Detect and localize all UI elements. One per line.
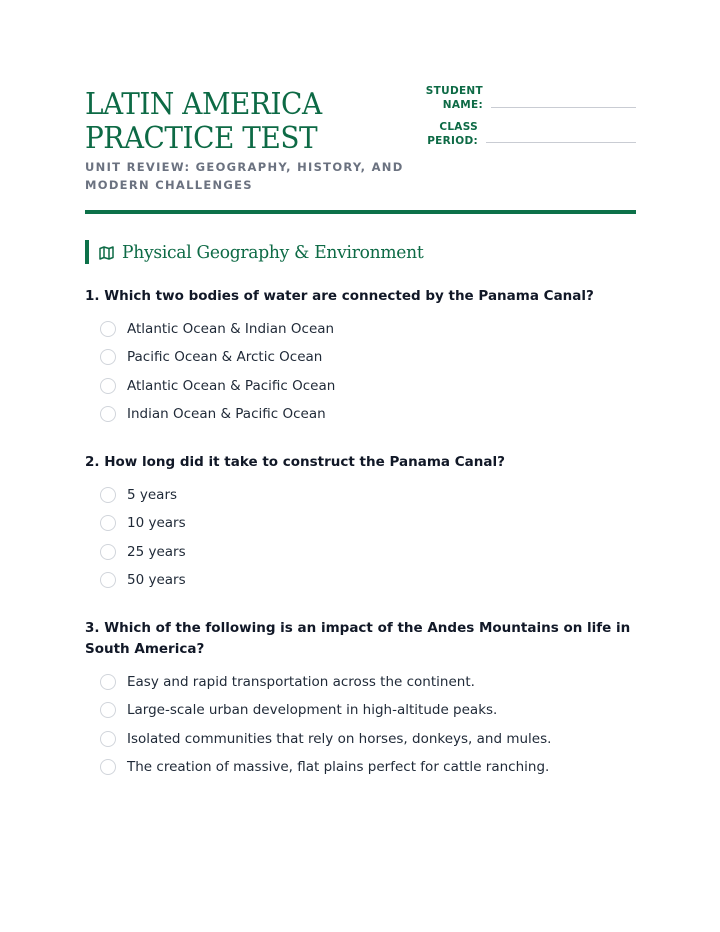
- test-page: [85, 84, 636, 776]
- answer-option[interactable]: [85, 753, 636, 781]
- answer-option[interactable]: [85, 372, 636, 400]
- answer-option[interactable]: [85, 725, 636, 753]
- answer-option[interactable]: [85, 668, 636, 696]
- question-2: [85, 452, 636, 594]
- answer-option[interactable]: [85, 566, 636, 594]
- test-header: [85, 84, 636, 214]
- radio-button[interactable]: [100, 321, 116, 337]
- radio-button[interactable]: [100, 378, 116, 394]
- option-label: The creation of massive, flat plains perfect for cattle ranching.: [127, 759, 550, 776]
- answer-option[interactable]: [85, 696, 636, 724]
- radio-button[interactable]: [100, 544, 116, 560]
- option-label: 10 years: [127, 515, 186, 532]
- answer-option[interactable]: [85, 343, 636, 371]
- question-1: [85, 286, 636, 428]
- student-name-input-line[interactable]: [491, 107, 636, 108]
- option-label: Pacific Ocean & Arctic Ocean: [127, 349, 323, 366]
- question-text: 3. Which of the following is an impact of the Andes Mountains on life in South America?: [85, 620, 631, 657]
- page-title: [85, 88, 364, 156]
- question-text: 1. Which two bodies of water are connected by the Panama Canal?: [85, 288, 594, 304]
- question-3: [85, 618, 636, 781]
- class-period-label-line-2: PERIOD:: [427, 135, 478, 147]
- option-label: Atlantic Ocean & Indian Ocean: [127, 321, 335, 338]
- title-line-2: PRACTICE TEST: [85, 121, 318, 156]
- radio-button[interactable]: [100, 487, 116, 503]
- answer-option[interactable]: [85, 538, 636, 566]
- radio-button[interactable]: [100, 349, 116, 365]
- radio-button[interactable]: [100, 731, 116, 747]
- radio-button[interactable]: [100, 406, 116, 422]
- answer-option[interactable]: [85, 509, 636, 537]
- radio-button[interactable]: [100, 702, 116, 718]
- answer-option[interactable]: [85, 400, 636, 428]
- option-label: Indian Ocean & Pacific Ocean: [127, 406, 326, 423]
- class-period-label-line-1: CLASS: [439, 121, 478, 133]
- radio-button[interactable]: [100, 759, 116, 775]
- student-name-label-line-2: NAME:: [442, 99, 483, 111]
- class-period-label: [425, 120, 478, 148]
- subtitle-line-1: UNIT REVIEW: GEOGRAPHY, HISTORY, AND: [85, 160, 404, 174]
- option-label: Atlantic Ocean & Pacific Ocean: [127, 377, 336, 394]
- option-label: Easy and rapid transportation across the continent.: [127, 674, 475, 691]
- option-label: 25 years: [127, 543, 186, 560]
- student-name-label: [425, 84, 483, 112]
- answer-option[interactable]: [85, 481, 636, 509]
- radio-button[interactable]: [100, 572, 116, 588]
- radio-button[interactable]: [100, 515, 116, 531]
- option-label: Isolated communities that rely on horses, donkeys, and mules.: [127, 730, 552, 747]
- option-label: 5 years: [127, 487, 178, 504]
- option-label: 50 years: [127, 572, 186, 589]
- section-title: Physical Geography & Environment: [122, 241, 424, 263]
- answer-options: [85, 315, 636, 428]
- radio-button[interactable]: [100, 674, 116, 690]
- answer-options: [85, 481, 636, 594]
- student-name-label-line-1: STUDENT: [425, 85, 483, 97]
- answer-options: [85, 668, 636, 781]
- map-icon: [99, 245, 114, 259]
- question-text: 2. How long did it take to construct the Panama Canal?: [85, 454, 505, 470]
- title-line-1: LATIN AMERICA: [85, 87, 322, 122]
- option-label: Large-scale urban development in high-altitude peaks.: [127, 702, 498, 719]
- class-period-input-line[interactable]: [486, 142, 636, 143]
- subtitle-line-2: MODERN CHALLENGES: [85, 178, 253, 192]
- page-subtitle: [85, 158, 415, 194]
- section-heading: [85, 240, 439, 264]
- answer-option[interactable]: [85, 315, 636, 343]
